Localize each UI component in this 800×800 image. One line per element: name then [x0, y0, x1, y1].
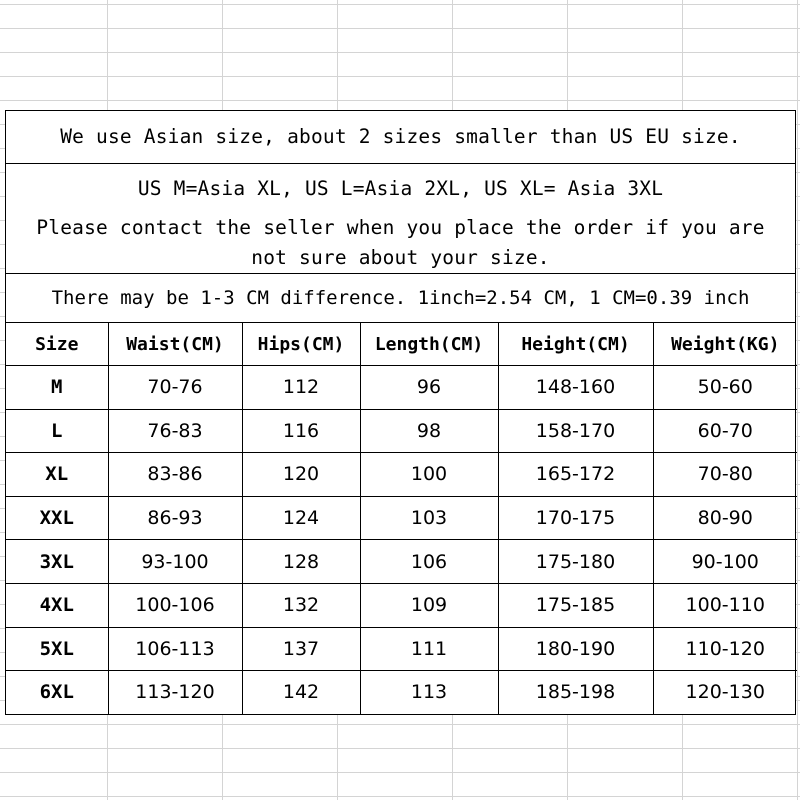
waist-cell: 113-120: [108, 671, 242, 714]
hips-cell: 116: [242, 409, 360, 453]
table-row: [6, 627, 797, 671]
column-header-length: Length(CM): [360, 323, 498, 366]
table-row: [6, 453, 797, 497]
table-row: [6, 496, 797, 540]
height-cell: 165-172: [498, 453, 653, 497]
waist-cell: 76-83: [108, 409, 242, 453]
size-conversion-note: US M=Asia XL, US L=Asia 2XL, US XL= Asia 3XL: [137, 177, 664, 200]
table-row: [6, 540, 797, 584]
contact-seller-note: Please contact the seller when you place the order if you are not sure about your size.: [6, 211, 795, 274]
size-cell: M: [6, 366, 108, 410]
weight-cell: 100-110: [653, 583, 797, 627]
size-table: [6, 323, 797, 714]
waist-cell: 83-86: [108, 453, 242, 497]
weight-cell: 80-90: [653, 496, 797, 540]
waist-cell: 70-76: [108, 366, 242, 410]
length-cell: 109: [360, 583, 498, 627]
size-chart: [5, 110, 796, 715]
asian-size-note: We use Asian size, about 2 sizes smaller than US EU size.: [6, 111, 795, 164]
table-row: [6, 366, 797, 410]
size-cell: XL: [6, 453, 108, 497]
weight-cell: 50-60: [653, 366, 797, 410]
height-cell: 180-190: [498, 627, 653, 671]
length-cell: 111: [360, 627, 498, 671]
hips-cell: 120: [242, 453, 360, 497]
hips-cell: 124: [242, 496, 360, 540]
weight-cell: 90-100: [653, 540, 797, 584]
hips-cell: 142: [242, 671, 360, 714]
length-cell: 98: [360, 409, 498, 453]
length-cell: 100: [360, 453, 498, 497]
size-cell: 3XL: [6, 540, 108, 584]
hips-cell: 137: [242, 627, 360, 671]
table-row: [6, 409, 797, 453]
height-cell: 175-185: [498, 583, 653, 627]
length-cell: 96: [360, 366, 498, 410]
column-header-height: Height(CM): [498, 323, 653, 366]
hips-cell: 132: [242, 583, 360, 627]
weight-cell: 60-70: [653, 409, 797, 453]
column-header-waist: Waist(CM): [108, 323, 242, 366]
weight-cell: 70-80: [653, 453, 797, 497]
weight-cell: 110-120: [653, 627, 797, 671]
size-cell: L: [6, 409, 108, 453]
column-header-size: Size: [6, 323, 108, 366]
size-cell: XXL: [6, 496, 108, 540]
length-cell: 106: [360, 540, 498, 584]
hips-cell: 128: [242, 540, 360, 584]
table-row: [6, 671, 797, 714]
height-cell: 185-198: [498, 671, 653, 714]
table-header-row: [6, 323, 797, 366]
table-row: [6, 583, 797, 627]
measurement-difference-note: There may be 1-3 CM difference. 1inch=2.54 CM, 1 CM=0.39 inch: [51, 287, 750, 309]
waist-cell: 86-93: [108, 496, 242, 540]
waist-cell: 93-100: [108, 540, 242, 584]
weight-cell: 120-130: [653, 671, 797, 714]
size-notes: [6, 111, 795, 323]
column-header-weight: Weight(KG): [653, 323, 797, 366]
waist-cell: 106-113: [108, 627, 242, 671]
height-cell: 148-160: [498, 366, 653, 410]
height-cell: 158-170: [498, 409, 653, 453]
height-cell: 175-180: [498, 540, 653, 584]
size-cell: 4XL: [6, 583, 108, 627]
size-cell: 6XL: [6, 671, 108, 714]
height-cell: 170-175: [498, 496, 653, 540]
hips-cell: 112: [242, 366, 360, 410]
length-cell: 103: [360, 496, 498, 540]
waist-cell: 100-106: [108, 583, 242, 627]
length-cell: 113: [360, 671, 498, 714]
size-cell: 5XL: [6, 627, 108, 671]
column-header-hips: Hips(CM): [242, 323, 360, 366]
